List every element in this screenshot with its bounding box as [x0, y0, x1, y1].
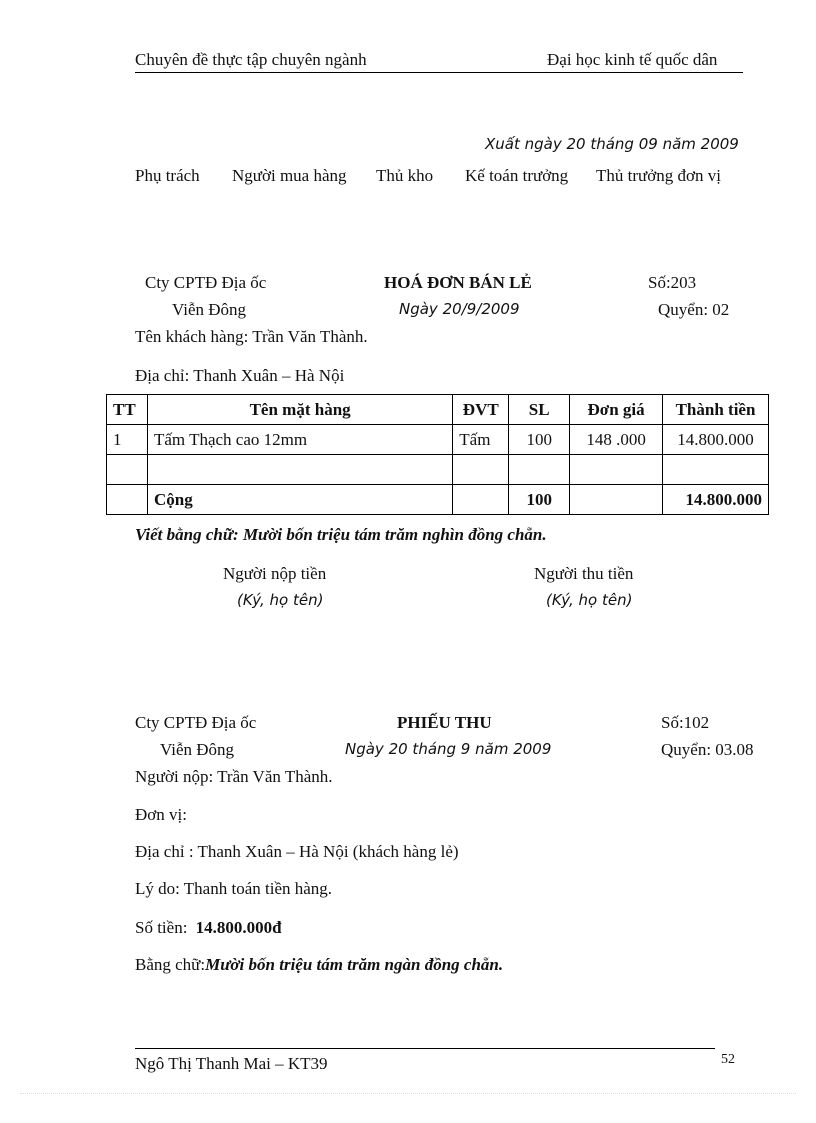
cell-amount: 14.800.000	[663, 425, 769, 455]
invoice-book: Quyển: 02	[658, 300, 730, 319]
sign-ke-toan-truong: Kế toán trưởng	[465, 166, 569, 185]
cell-total-label: Cộng	[147, 485, 452, 515]
sign-nguoi-mua-hang: Người mua hàng	[232, 166, 347, 185]
receipt-payer: Người nộp: Trần Văn Thành.	[135, 767, 333, 786]
receipt-title: PHIẾU THU	[397, 713, 492, 732]
receipt-words-label: Bằng chữ:	[135, 955, 206, 974]
sign-thu-kho: Thủ kho	[376, 166, 434, 185]
invoice-title: HOÁ ĐƠN BÁN LẺ	[384, 273, 532, 292]
col-header-dvt: ĐVT	[453, 395, 509, 425]
cell-empty	[453, 485, 509, 515]
sign-phu-trach: Phụ trách	[135, 166, 200, 185]
receipt-amount-value: 14.800.000đ	[195, 918, 282, 937]
col-header-thanh-tien: Thành tiền	[663, 395, 769, 425]
page-number: 52	[721, 1052, 735, 1067]
cell-unit-price: 148 .000	[570, 425, 663, 455]
table-row	[107, 455, 769, 485]
page-edge-divider	[20, 1093, 796, 1094]
invoice-address: Địa chỉ: Thanh Xuân – Hà Nội	[135, 366, 345, 385]
cell-total-quantity: 100	[509, 485, 570, 515]
cell-empty	[107, 485, 148, 515]
receipt-unit: Đơn vị:	[135, 805, 187, 824]
cell-total-amount: 14.800.000	[663, 485, 769, 515]
header-left: Chuyên đề thực tập chuyên ngành	[135, 50, 367, 69]
invoice-date: Ngày 20/9/2009	[399, 300, 520, 318]
col-header-don-gia: Đơn giá	[570, 395, 663, 425]
receipt-number: Số:102	[661, 713, 710, 732]
cell-tt: 1	[107, 425, 148, 455]
receipt-date: Ngày 20 tháng 9 năm 2009	[345, 740, 552, 758]
header-right: Đại học kinh tế quốc dân	[547, 50, 718, 69]
receipt-words-value: Mười bốn triệu tám trăm ngàn đồng chẵn.	[205, 955, 504, 974]
issue-date: Xuất ngày 20 tháng 09 năm 2009	[485, 135, 739, 153]
receipt-address: Địa chỉ : Thanh Xuân – Hà Nội (khách hàng lẻ)	[135, 842, 459, 861]
receipt-company-line1: Cty CPTĐ Địa ốc	[135, 713, 257, 732]
sign-thu-truong-don-vi: Thủ trưởng đơn vị	[596, 166, 721, 185]
cell-unit: Tấm	[453, 425, 509, 455]
col-header-sl: SL	[509, 395, 570, 425]
footer-author: Ngô Thị Thanh Mai – KT39	[135, 1054, 328, 1073]
invoice-table	[106, 394, 769, 515]
invoice-company-line2: Viễn Đông	[172, 300, 247, 319]
table-row	[107, 425, 769, 455]
col-header-tt: TT	[107, 395, 148, 425]
invoice-customer: Tên khách hàng: Trần Văn Thành.	[135, 327, 368, 346]
col-header-ten-mat-hang: Tên mặt hàng	[147, 395, 452, 425]
cell-empty	[663, 455, 769, 485]
receipt-reason: Lý do: Thanh toán tiền hàng.	[135, 879, 333, 898]
table-total-row	[107, 485, 769, 515]
invoice-payer-sign: (Ký, họ tên)	[237, 591, 324, 609]
invoice-receiver-label: Người thu tiền	[534, 564, 634, 583]
invoice-number: Số:203	[648, 273, 697, 292]
cell-empty	[107, 455, 148, 485]
receipt-words	[135, 955, 503, 975]
cell-quantity: 100	[509, 425, 570, 455]
cell-empty	[453, 455, 509, 485]
receipt-amount	[135, 918, 282, 938]
cell-item-name: Tấm Thạch cao 12mm	[147, 425, 452, 455]
table-header-row	[107, 395, 769, 425]
header-rule	[135, 72, 743, 73]
cell-empty	[509, 455, 570, 485]
receipt-book: Quyển: 03.08	[661, 740, 754, 759]
receipt-amount-label: Số tiền:	[135, 918, 188, 937]
cell-empty	[147, 455, 452, 485]
invoice-payer-label: Người nộp tiền	[223, 564, 327, 583]
cell-empty	[570, 455, 663, 485]
invoice-receiver-sign: (Ký, họ tên)	[546, 591, 633, 609]
cell-empty	[570, 485, 663, 515]
invoice-in-words: Viết bằng chữ: Mười bốn triệu tám trăm nghìn đồng chẵn.	[135, 525, 547, 544]
invoice-company-line1: Cty CPTĐ Địa ốc	[145, 273, 267, 292]
footer-rule	[135, 1048, 715, 1049]
receipt-company-line2: Viễn Đông	[160, 740, 235, 759]
